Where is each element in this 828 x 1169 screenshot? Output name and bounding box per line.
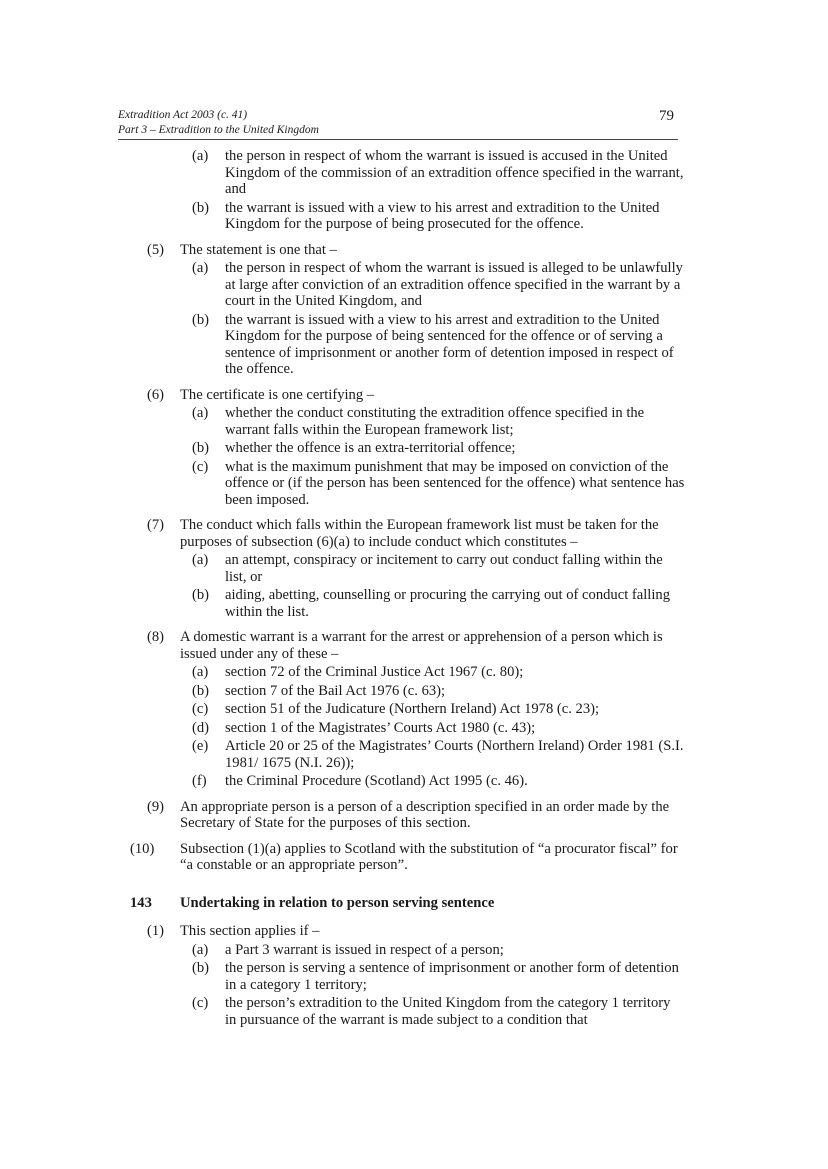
item-number: (7) <box>147 517 165 533</box>
item-text: what is the maximum punishment that may be imposed on conviction of the offence or (if the person has been sentenced for the offence) what sentence has been imposed. <box>225 458 685 508</box>
item-number: (9) <box>147 798 165 815</box>
item-text: Undertaking in relation to person serving sentence <box>180 894 495 911</box>
paragraph-item <box>130 960 685 993</box>
item-text: section 7 of the Bail Act 1976 (c. 63); <box>225 682 446 699</box>
paragraph-item <box>130 738 685 771</box>
item-text: The certificate is one certifying – <box>180 386 375 403</box>
item-text: a Part 3 warrant is issued in respect of a person; <box>225 941 504 958</box>
item-number: (c) <box>192 701 209 717</box>
page-number: 79 <box>659 108 674 124</box>
item-number: (8) <box>147 629 165 645</box>
part-title: Part 3 – Extradition to the United Kingdom <box>118 124 319 136</box>
item-number: (10) <box>130 840 155 857</box>
item-number: (a) <box>192 941 209 958</box>
item-text: whether the offence is an extra-territorial offence; <box>225 440 516 456</box>
document-body <box>130 148 685 1028</box>
item-text: the Criminal Procedure (Scotland) Act 1995 (c. 46). <box>225 773 528 789</box>
paragraph-item <box>130 312 685 378</box>
item-text: section 1 of the Magistrates’ Courts Act 1980 (c. 43); <box>225 719 536 736</box>
paragraph-item <box>130 459 685 509</box>
paragraph-item <box>130 720 685 737</box>
item-text: The statement is one that – <box>180 241 337 258</box>
item-number: (c) <box>192 458 209 475</box>
subsection <box>130 517 685 550</box>
paragraph-item <box>130 942 685 959</box>
item-number: (a) <box>192 148 209 164</box>
subsection <box>130 387 685 404</box>
item-text: An appropriate person is a person of a description specified in an order made by the Secretary of State for the purposes of this section. <box>180 798 670 831</box>
item-number: 143 <box>130 894 152 911</box>
item-number: (c) <box>192 995 209 1011</box>
item-text: This section applies if – <box>180 923 320 939</box>
act-title: Extradition Act 2003 (c. 41) <box>118 109 248 121</box>
item-number: (a) <box>192 664 209 680</box>
item-text: section 51 of the Judicature (Northern Ireland) Act 1978 (c. 23); <box>225 701 600 717</box>
item-text: the warrant is issued with a view to his arrest and extradition to the United Kingdom for the purpose of being sentenced for the offence or of serving a sentence of imprisonment or another form of detention imposed in respect of the offence. <box>225 311 674 377</box>
item-text: the person in respect of whom the warrant is issued is accused in the United Kingdom of the commission of an extradition offence specified in the warrant, and <box>225 148 684 197</box>
item-number: (b) <box>192 199 210 216</box>
item-text: A domestic warrant is a warrant for the arrest or apprehension of a person which is issued under any of these – <box>180 629 663 662</box>
paragraph-item <box>130 440 685 457</box>
item-number: (f) <box>192 773 207 789</box>
item-text: the person is serving a sentence of imprisonment or another form of detention in a category 1 territory; <box>225 960 679 993</box>
item-number: (b) <box>192 440 210 456</box>
item-text: Article 20 or 25 of the Magistrates’ Courts (Northern Ireland) Order 1981 (S.I. 1981/ 1675 (N.I. 26)); <box>225 738 684 771</box>
item-number: (e) <box>192 738 209 754</box>
item-number: (a) <box>192 552 209 568</box>
subsection <box>130 923 685 940</box>
item-text: the person in respect of whom the warrant is issued is alleged to be unlawfully at large after conviction of an extradition offence specified in the warrant by a court in the United Kingdom, and <box>225 260 683 309</box>
item-text: section 72 of the Criminal Justice Act 1967 (c. 80); <box>225 664 524 680</box>
item-number: (5) <box>147 241 165 258</box>
paragraph-item <box>130 701 685 718</box>
item-number: (b) <box>192 311 210 328</box>
subsection <box>130 629 685 662</box>
paragraph-item <box>130 148 685 198</box>
item-number: (1) <box>147 923 165 939</box>
paragraph-item <box>130 405 685 438</box>
subsection <box>130 799 685 832</box>
subsection <box>130 841 685 874</box>
paragraph-item <box>130 552 685 585</box>
item-text: The conduct which falls within the European framework list must be taken for the purposes of subsection (6)(a) to include conduct which constitutes – <box>180 517 659 550</box>
paragraph-item <box>130 587 685 620</box>
item-number: (a) <box>192 405 209 421</box>
running-header <box>118 108 676 138</box>
item-text: the warrant is issued with a view to his arrest and extradition to the United Kingdom for the purpose of being prosecuted for the offence. <box>225 199 660 232</box>
item-number: (b) <box>192 960 210 976</box>
item-number: (b) <box>192 587 210 603</box>
item-number: (d) <box>192 719 210 736</box>
paragraph-item <box>130 664 685 681</box>
item-number: (b) <box>192 682 210 699</box>
header-rule <box>118 139 678 140</box>
section-heading <box>130 895 685 912</box>
item-text: aiding, abetting, counselling or procuring the carrying out of conduct falling within the list. <box>225 587 670 620</box>
paragraph-item <box>130 260 685 310</box>
paragraph-item <box>130 773 685 790</box>
item-number: (a) <box>192 260 209 276</box>
item-text: an attempt, conspiracy or incitement to carry out conduct falling within the list, or <box>225 552 663 585</box>
item-number: (6) <box>147 386 165 403</box>
item-text: whether the conduct constituting the extradition offence specified in the warrant falls within the European framework list; <box>225 405 645 438</box>
item-text: the person’s extradition to the United Kingdom from the category 1 territory in pursuance of the warrant is made subject to a condition that <box>225 995 671 1028</box>
item-text: Subsection (1)(a) applies to Scotland with the substitution of “a procurator fiscal” for “a constable or an appropriate person”. <box>180 840 678 873</box>
subsection <box>130 242 685 259</box>
paragraph-item <box>130 995 685 1028</box>
paragraph-item <box>130 200 685 233</box>
paragraph-item <box>130 683 685 700</box>
